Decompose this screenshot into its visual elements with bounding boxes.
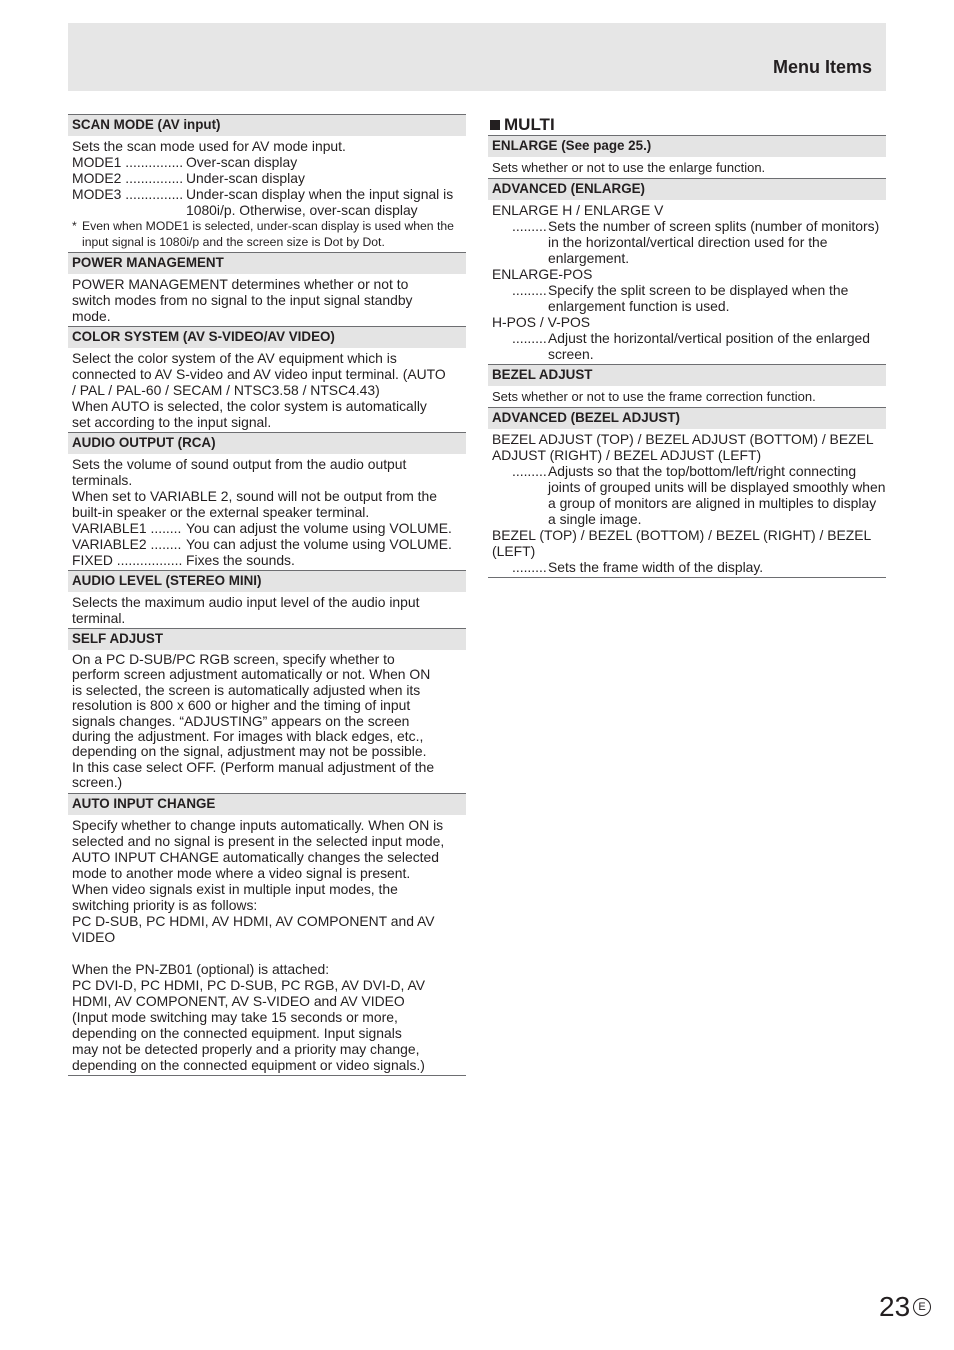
section-heading-power-management: POWER MANAGEMENT (68, 252, 466, 274)
definition-row (72, 170, 466, 186)
section-body-advanced-bezel (488, 429, 886, 577)
definition-row (72, 520, 466, 536)
right-column (488, 114, 886, 578)
definition-term: VARIABLE1 ........ (72, 520, 182, 536)
sub-item-term: H-POS / V-POS (492, 314, 591, 330)
sub-item-description (492, 463, 886, 527)
leader-dots: ......... (512, 330, 547, 346)
sub-item-term: BEZEL (TOP) / BEZEL (BOTTOM) / BEZEL (RIGHT) / BEZEL (LEFT) (492, 527, 871, 559)
section-heading-bezel-adjust: BEZEL ADJUST (488, 364, 886, 386)
section-divider (488, 577, 886, 578)
definition-row (72, 552, 466, 568)
section-heading-auto-input-change: AUTO INPUT CHANGE (68, 793, 466, 815)
leader-dots: ......... (512, 559, 547, 575)
section-body-advanced-enlarge (488, 200, 886, 364)
multi-title-text: MULTI (504, 114, 555, 134)
sub-item-text: Sets the frame width of the display. (548, 559, 764, 575)
multi-heading (488, 114, 886, 135)
section-heading-scan-mode: SCAN MODE (AV input) (68, 114, 466, 136)
definition-term: MODE3 ............... (72, 186, 184, 202)
definition-row (72, 536, 466, 552)
section-body-scan-mode (68, 136, 466, 252)
section-heading-enlarge: ENLARGE (See page 25.) (488, 135, 886, 157)
square-bullet-icon (490, 120, 500, 130)
sub-item-text: Sets the number of screen splits (number of monitors) in the horizontal/vertical direction used for the enlargement. (548, 218, 880, 266)
sub-item-description (492, 218, 886, 266)
definition-description: Under-scan display (186, 170, 305, 186)
leader-dots: ......... (512, 218, 547, 234)
section-heading-advanced-enlarge: ADVANCED (ENLARGE) (488, 178, 886, 200)
scan-mode-intro: Sets the scan mode used for AV mode input. (72, 138, 346, 154)
audio-output-description: Sets the volume of sound output from the audio output terminals. When set to VARIABLE 2, sound will not be output from the built-in speaker or the external speaker terminal. (72, 456, 437, 520)
sub-item-text: Adjust the horizontal/vertical position of the enlarged screen. (548, 330, 870, 362)
definition-description: Fixes the sounds. (186, 552, 295, 568)
section-body-bezel-adjust: Sets whether or not to use the frame correction function. (492, 389, 816, 404)
sub-item-description (492, 330, 886, 362)
scan-mode-note (72, 218, 466, 250)
definition-term: FIXED ................. (72, 552, 183, 568)
sub-item-description (492, 282, 886, 314)
section-body-auto-input-change: Specify whether to change inputs automatically. When ON is selected and no signal is present in the selected input mode, AUTO INPUT CHANGE automatically changes the selected mode to another mode where a video signal is present. When video signals exist in multiple input modes, the switching priority is as follows: PC D-SUB, PC HDMI, AV HDMI, AV COMPONENT and AV VIDEO When the PN-ZB01 (optional) is attached: PC DVI-D, PC HDMI, PC D-SUB, PC RGB, AV DVI-D, AV HDMI, AV COMPONENT, AV S-VIDEO and AV VIDEO (Input mode switching may take 15 seconds or more, depending on the connected equipment. Input signals may not be detected properly and a priority may change, depending on the connected equipment or video signals.) (72, 816, 445, 1073)
leader-dots: ......... (512, 463, 547, 479)
left-column (68, 114, 466, 1076)
definition-row (72, 186, 466, 218)
sub-item-term: ENLARGE H / ENLARGE V (492, 202, 664, 218)
header-band (68, 23, 886, 91)
sub-item-term: BEZEL ADJUST (TOP) / BEZEL ADJUST (BOTTOM) / BEZEL ADJUST (RIGHT) / BEZEL ADJUST (LEFT) (492, 431, 874, 463)
section-body-self-adjust: On a PC D-SUB/PC RGB screen, specify whether to perform screen adjustment automatically or not. When ON is selected, the screen is automatically adjusted when its resolution is 800 x 600 or higher and the timing of input signals changes. “ADJUSTING” appears on the screen during the adjustment. For images with black edges, etc., depending on the signal, adjustment may not be possible. In this case select OFF. (Perform manual adjustment of the screen.) (72, 651, 435, 791)
section-heading-audio-level: AUDIO LEVEL (STEREO MINI) (68, 570, 466, 592)
section-divider (68, 1075, 466, 1076)
section-heading-audio-output: AUDIO OUTPUT (RCA) (68, 432, 466, 454)
page-title: Menu Items (772, 57, 872, 77)
definition-term: MODE2 ............... (72, 170, 184, 186)
note-asterisk: * (72, 219, 77, 233)
sub-item-text: Adjusts so that the top/bottom/left/right connecting joints of grouped units will be displayed smoothly when a group of monitors are aligned in multiples to display a single image. (548, 463, 886, 527)
definition-description: You can adjust the volume using VOLUME. (186, 520, 452, 536)
language-badge: E (913, 1298, 931, 1316)
definition-term: VARIABLE2 ........ (72, 536, 182, 552)
section-body-audio-output (68, 454, 466, 570)
section-body-enlarge: Sets whether or not to use the enlarge function. (492, 160, 766, 175)
definition-description: Over-scan display (186, 154, 298, 170)
page-number: 23 (879, 1291, 911, 1322)
sub-item-description (492, 559, 886, 575)
section-body-power-management: POWER MANAGEMENT determines whether or not to switch modes from no signal to the input signal standby mode. (72, 276, 413, 324)
note-text: Even when MODE1 is selected, under-scan display is used when the input signal is 1080i/p and the screen size is Dot by Dot. (82, 219, 454, 249)
sub-item-text: Specify the split screen to be displayed when the enlargement function is used. (548, 282, 849, 314)
definition-term: MODE1 ............... (72, 154, 184, 170)
definition-description: Under-scan display when the input signal is 1080i/p. Otherwise, over-scan display (186, 186, 454, 218)
sub-item-term: ENLARGE-POS (492, 266, 593, 282)
definition-description: You can adjust the volume using VOLUME. (186, 536, 452, 552)
section-body-audio-level: Selects the maximum audio input level of the audio input terminal. (72, 594, 420, 626)
section-heading-advanced-bezel: ADVANCED (BEZEL ADJUST) (488, 407, 886, 429)
section-heading-self-adjust: SELF ADJUST (68, 628, 466, 650)
definition-row (72, 154, 466, 170)
section-body-color-system: Select the color system of the AV equipment which is connected to AV S-video and AV video input terminal. (AUTO / PAL / PAL-60 / SECAM / NTSC3.58 / NTSC4.43) When AUTO is selected, the color system is automatically set according to the input signal. (72, 350, 446, 430)
leader-dots: ......... (512, 282, 547, 298)
section-heading-color-system: COLOR SYSTEM (AV S-VIDEO/AV VIDEO) (68, 326, 466, 348)
